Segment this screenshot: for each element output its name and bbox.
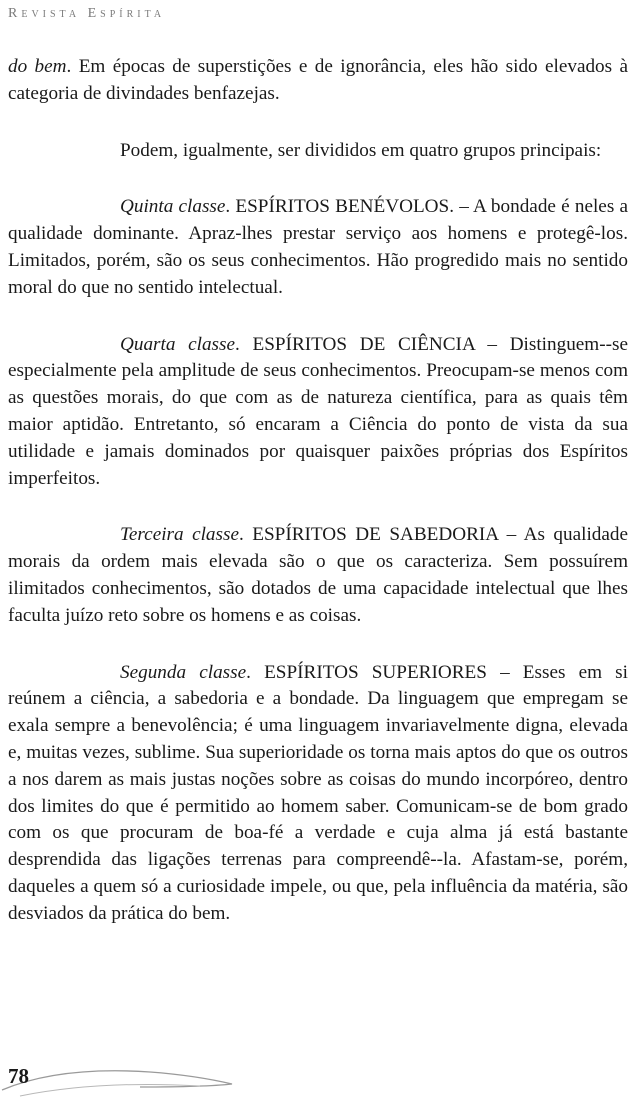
paragraph-body: . ESPÍRITOS DE CIÊNCIA – Distinguem--se especialmente pela amplitude de seus conhecimentos. Preocupam-se menos com as questões morais, do que com as de natureza científica, para as quais têm maior aptidão. Entretanto, só encaram a Ciência do ponto de vista da sua utilidade e jamais dominados por quaisquer paixões próprias dos Espíritos imperfeitos.	[8, 333, 628, 489]
running-header: Revista Espírita	[8, 6, 166, 21]
paragraph-continuation	[8, 54, 628, 108]
paragraph-fifth-class	[8, 194, 628, 301]
paragraph-body: Podem, igualmente, ser divididos em quatro grupos principais:	[120, 139, 602, 161]
paragraph-body: . ESPÍRITOS SUPERIORES – Esses em si reúnem a ciência, a sabedoria e a bondade. Da linguagem que empregam se exala sempre a benevolência; é uma linguagem invariavelmente digna, elevada e, muitas vezes, sublime. Sua superioridade os torna mais aptos do que os outros a nos darem as mais justas noções sobre as coisas do mundo incorpóreo, dentro dos limites do que é permitido ao homem saber. Comunicam-se de bom grado com os que procuram de boa-fé a verdade e cuja alma já está bastante desprendida das ligações terrenas para compreendê--la. Afastam-se, porém, daqueles a quem só a curiosidade impele, ou que, pela influência da matéria, são desviados da prática do bem.	[8, 661, 628, 924]
page-number: 78	[8, 1064, 29, 1088]
class-heading-italic: Quarta classe	[120, 333, 236, 355]
paragraph-third-class	[8, 522, 628, 629]
page-flourish-ornament	[0, 1060, 240, 1101]
class-heading-italic: Terceira classe	[120, 524, 239, 546]
paragraph-body: . ESPÍRITOS DE SABEDORIA – As qualidade morais da ordem mais elevada são o que os caracteriza. Sem possuírem ilimitados conhecimentos, são dotados de uma capacidade intelectual que lhes faculta juízo reto sobre os homens e as coisas.	[8, 524, 628, 626]
paragraph-second-class	[8, 660, 628, 928]
paragraph-groups-intro	[8, 138, 628, 165]
class-heading-italic: Quinta classe	[120, 196, 226, 218]
paragraph-body: . ESPÍRITOS BENÉVOLOS. – A bondade é neles a qualidade dominante. Apraz-lhes prestar serviço aos homens e protegê-los. Limitados, porém, são os seus conhecimentos. Hão progredido mais no sentido moral do que no sentido intelectual.	[8, 196, 628, 298]
class-heading-italic: Segunda classe	[120, 661, 247, 683]
paragraph-body: . Em épocas de superstições e de ignorância, eles hão sido elevados à categoria de divindades benfazejas.	[8, 56, 629, 104]
body-text	[8, 54, 628, 928]
paragraph-lead-italic: do bem	[8, 56, 67, 77]
paragraph-fourth-class	[8, 332, 628, 493]
